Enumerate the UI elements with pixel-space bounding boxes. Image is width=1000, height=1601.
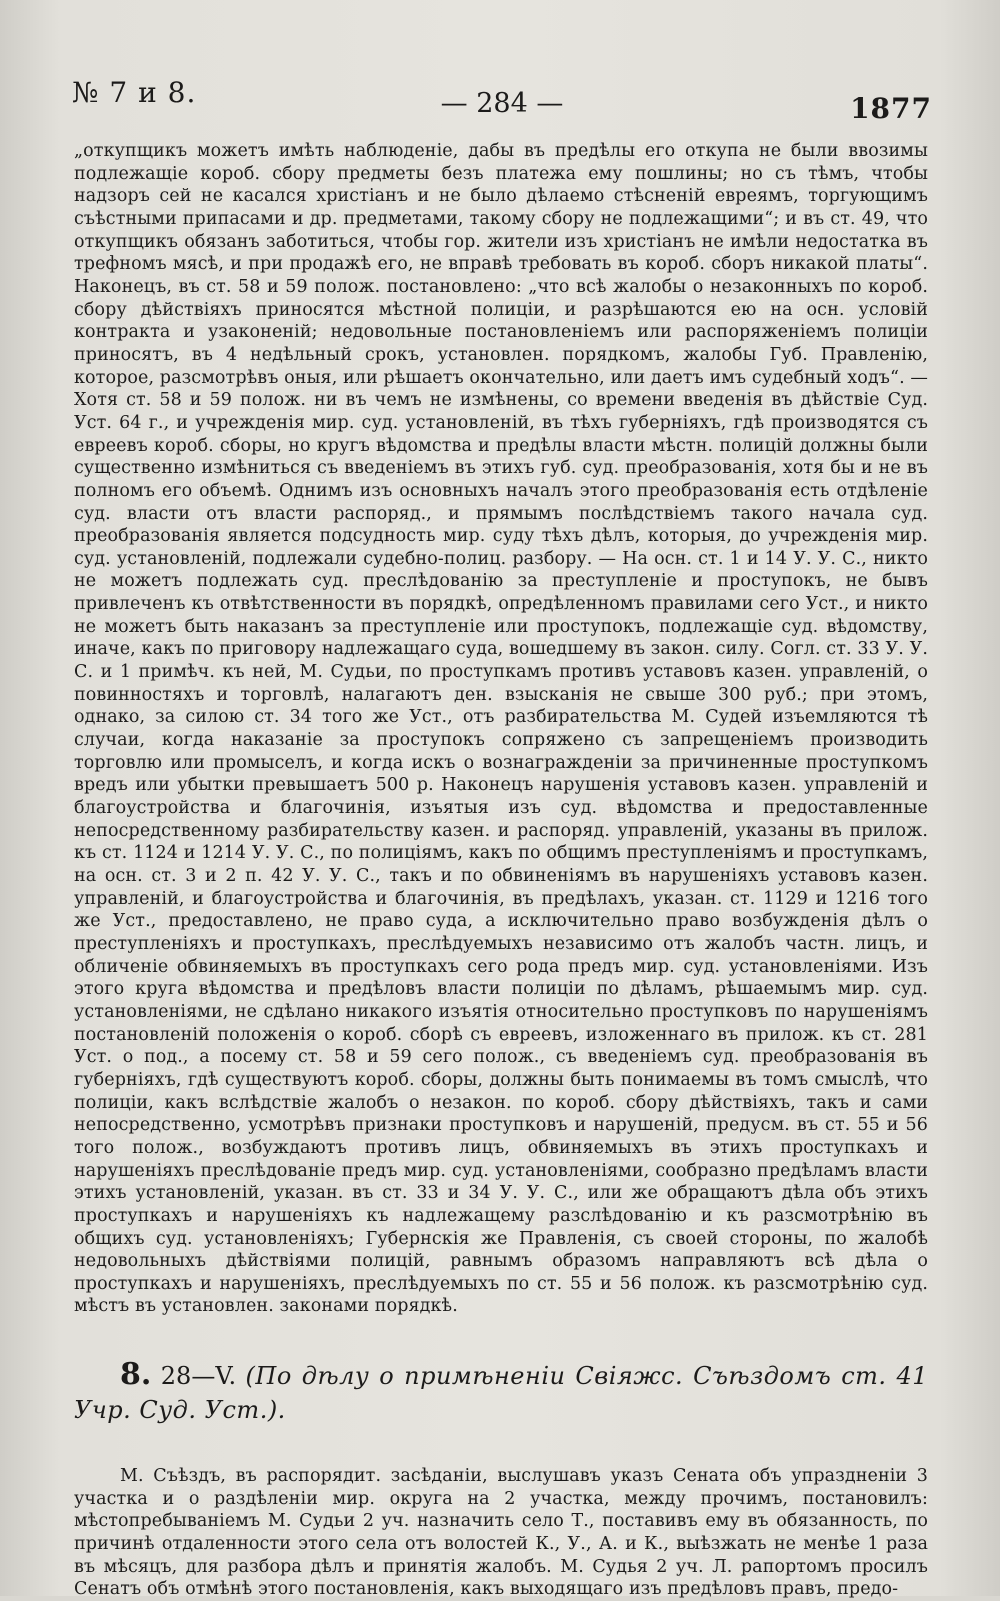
- paragraph-section-8: М. Съѣздъ, въ распорядит. засѣданіи, выслушавъ указъ Сената объ упраздненіи 3 участка и о раздѣленіи мир. округа на 2 участка, между прочимъ, постановилъ: мѣстопребываніемъ М. Судьи 2 уч. назначить село Т., поставивъ ему въ обязанность, по причинѣ отдаленности этого села отъ волостей К., У., А. и К., выѣзжать не менѣе 1 раза въ мѣсяцъ, для разбора дѣлъ и принятія жалобъ. М. Судья 2 уч. Л. рапортомъ просилъ Сенатъ объ отмѣнѣ этого постановленія, какъ выходящаго изъ предѣловъ правъ, предо-: [74, 1466, 928, 1600]
- issue-number: № 7 и 8.: [72, 76, 197, 109]
- section-heading: [74, 1358, 928, 1427]
- section-date: 28—V.: [160, 1362, 237, 1391]
- section-number: 8.: [120, 1357, 152, 1393]
- page-header: [72, 76, 932, 125]
- page-body: [74, 140, 928, 1601]
- paragraph-continued: „откупщикъ можетъ имѣть наблюденіе, дабы въ предѣлы его откупа не были ввозимы подлежащіе короб. сбору предметы безъ платежа ему пошлины; но съ тѣмъ, чтобы надзоръ сей не касался христіанъ и не было дѣлаемо стѣсненій евреямъ, торгующимъ съѣстными припасами и др. предметами, такому сбору не подлежащими“; и въ ст. 49, что откупщикъ обязанъ заботиться, чтобы гор. жители изъ христіанъ не имѣли недостатка въ трефномъ мясѣ, и при продажѣ его, не вправѣ требовать въ короб. сборъ никакой платы“. Накoнецъ, въ ст. 58 и 59 полож. постановлено: „что всѣ жалобы о незаконныхъ по короб. сбору дѣйствіяхъ приносятся мѣстной полиціи, и разрѣшаются ею на осн. условій контракта и узаконеній; недовольные постановленіемъ или распоряженіемъ полиціи приносятъ, въ 4 недѣльный срокъ, установлен. порядкомъ, жалобы Губ. Правленію, которое, разсмотрѣвъ оныя, или рѣшаетъ окончательно, или даетъ имъ судебный ходъ“. — Хотя ст. 58 и 59 полож. ни въ чемъ не измѣнены, со времени введенія въ дѣйствіе Суд. Уст. 64 г., и учрежденія мир. суд. установленій, въ тѣхъ губерніяхъ, гдѣ производятся съ евреевъ короб. сборы, но кругъ вѣдомства и предѣлы власти мѣстн. полицій должны были существенно измѣниться съ введеніемъ въ этихъ губ. суд. преобразованія, хотя бы и не въ полномъ его объемѣ. Однимъ изъ основныхъ началъ этого преобразованія есть отдѣленіе суд. власти отъ власти распоряд., и прямымъ послѣдствіемъ такого начала суд. преобразованія является подсудность мир. суду тѣхъ дѣлъ, которыя, до учрежденія мир. суд. установленій, подлежали судебно-полиц. разбору. — На осн. ст. 1 и 14 У. У. С., никто не можетъ подлежать суд. преслѣдованію за преступленіе и проступокъ, не бывъ привлеченъ къ отвѣтственности въ порядкѣ, опредѣленномъ правилами сего Уст., и никто не можетъ быть наказанъ за преступленіе или проступокъ, подлежащіе суд. вѣдомству, иначе, какъ по приговору надлежащаго суда, вошедшему въ закон. силу. Согл. ст. 33 У. У. С. и 1 примѣч. къ ней, М. Судьи, по проступкамъ противъ уставовъ казен. управленій, о повинностяхъ и торговлѣ, налагаютъ ден. взысканія не свыше 300 руб.; при этомъ, однако, за силою ст. 34 того же Уст., отъ разбирательства М. Судей изъемляются тѣ случаи, когда наказаніе за проступокъ сопряжено съ запрещеніемъ производить торговлю или промыселъ, и когда искъ о вознагражденіи за причиненные проступкомъ вредъ или убытки превышаетъ 500 р. Наконецъ нарушенія уставовъ казен. управленій и благоустройства и благочинія, изъятыя изъ суд. вѣдомства и предоставленные непосредственному разбирательству казен. и распоряд. управленій, указаны въ прилож. къ ст. 1124 и 1214 У. У. С., по полиціямъ, какъ по общимъ преступленіямъ и проступкамъ, на осн. ст. 3 и 2 п. 42 У. У. С., такъ и по обвиненіямъ въ нарушеніяхъ уставовъ казен. управленій, и благоустройства и благочинія, въ предѣлахъ, указан. ст. 1129 и 1216 того же Уст., предоставлено, не право суда, а исключительно право возбужденія дѣлъ о преступленіяхъ и проступкахъ, преслѣдуемыхъ независимо отъ жалобъ частн. лицъ, и обличеніе обвиняемыхъ въ проступкахъ сего рода предъ мир. суд. установленіями. Изъ этого круга вѣдомства и предѣловъ власти полиціи по дѣламъ, рѣшаемымъ мир. суд. установленіями, не сдѣлано никакого изъятія относительно проступковъ по нарушеніямъ постановленій положенія о короб. сборѣ съ евреевъ, изложеннаго въ прилож. къ ст. 281 Уст. о под., а посему ст. 58 и 59 сего полож., съ введеніемъ суд. преобразованія въ губерніяхъ, гдѣ существуютъ короб. сборы, должны быть понимаемы въ томъ смыслѣ, что полиціи, какъ вслѣдствіе жалобъ о незакон. по короб. сбору дѣйствіяхъ, такъ и сами непосредственно, усмотрѣвъ признаки проступковъ и нарушеній, предусм. въ ст. 55 и 56 того полож., возбуждаютъ противъ лицъ, обвиняемыхъ въ этихъ проступкахъ и нарушеніяхъ преслѣдованіе предъ мир. суд. установленіями, сообразно предѣламъ власти этихъ установленій, указан. въ ст. 33 и 34 У. У. С., или же обращаютъ дѣла объ этихъ проступкахъ и нарушеніяхъ къ надлежащему разслѣдованію и къ разсмотрѣнію въ общихъ суд. установленіяхъ; Губернскія же Правленія, съ своей стороны, по жалобѣ недовольныхъ дѣйствіями полицій, равнымъ образомъ направляютъ всѣ дѣла о проступкахъ и нарушеніяхъ, преслѣдуемыхъ по ст. 55 и 56 полож. къ разсмотрѣнію суд. мѣстъ въ установлен. законами порядкѣ.: [74, 141, 928, 1317]
- page-number: — 284 —: [440, 88, 564, 119]
- section-description: (По дѣлу о примѣненіи Свіяжс. Съѣздомъ ст. 41 Учр. Суд. Уст.).: [74, 1362, 928, 1425]
- year: 1877: [850, 92, 932, 125]
